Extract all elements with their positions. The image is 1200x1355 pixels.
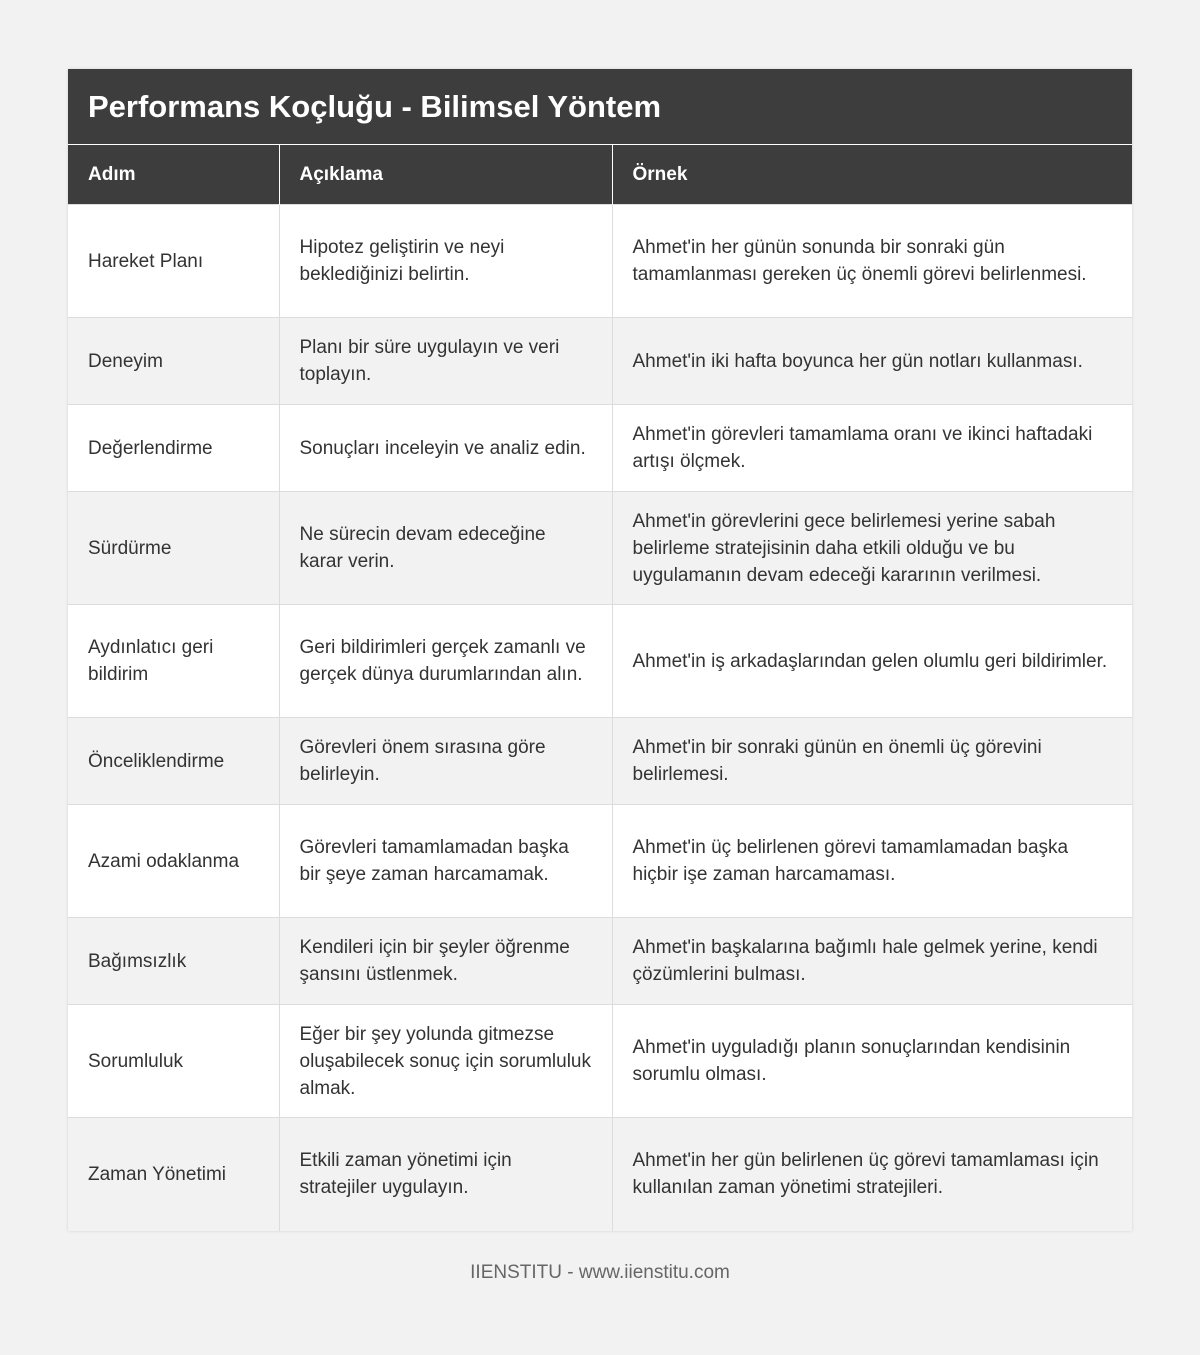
table-row xyxy=(68,492,1132,605)
description-cell: Eğer bir şey yolunda gitmezse oluşabilecek sonuç için sorumluluk almak. xyxy=(279,1005,612,1118)
step-cell: Deneyim xyxy=(68,318,279,405)
example-cell: Ahmet'in her günün sonunda bir sonraki gün tamamlanması gereken üç önemli görevi belirlenmesi. xyxy=(612,205,1132,318)
description-cell: Etkili zaman yönetimi için stratejiler uygulayın. xyxy=(279,1118,612,1231)
column-header-example: Örnek xyxy=(612,145,1132,205)
table-title: Performans Koçluğu - Bilimsel Yöntem xyxy=(68,69,1132,144)
footer-credit: IIENSTITU - www.iienstitu.com xyxy=(470,1262,730,1283)
description-cell: Sonuçları inceleyin ve analiz edin. xyxy=(279,405,612,492)
example-cell: Ahmet'in uyguladığı planın sonuçlarından kendisinin sorumlu olması. xyxy=(612,1005,1132,1118)
table-row xyxy=(68,1005,1132,1118)
step-cell: Bağımsızlık xyxy=(68,918,279,1005)
description-cell: Geri bildirimleri gerçek zamanlı ve gerçek dünya durumlarından alın. xyxy=(279,605,612,718)
table-row xyxy=(68,605,1132,718)
step-cell: Değerlendirme xyxy=(68,405,279,492)
header-row xyxy=(68,145,1132,205)
step-cell: Sürdürme xyxy=(68,492,279,605)
example-cell: Ahmet'in görevleri tamamlama oranı ve ikinci haftadaki artışı ölçmek. xyxy=(612,405,1132,492)
description-cell: Planı bir süre uygulayın ve veri toplayın. xyxy=(279,318,612,405)
description-cell: Görevleri tamamlamadan başka bir şeye zaman harcamamak. xyxy=(279,805,612,918)
step-cell: Aydınlatıcı geri bildirim xyxy=(68,605,279,718)
example-cell: Ahmet'in iki hafta boyunca her gün notları kullanması. xyxy=(612,318,1132,405)
step-cell: Zaman Yönetimi xyxy=(68,1118,279,1231)
example-cell: Ahmet'in bir sonraki günün en önemli üç görevini belirlemesi. xyxy=(612,718,1132,805)
steps-table xyxy=(68,144,1132,1231)
description-cell: Kendileri için bir şeyler öğrenme şansını üstlenmek. xyxy=(279,918,612,1005)
example-cell: Ahmet'in iş arkadaşlarından gelen olumlu geri bildirimler. xyxy=(612,605,1132,718)
table-row xyxy=(68,805,1132,918)
table-row xyxy=(68,718,1132,805)
table-row xyxy=(68,318,1132,405)
table-row xyxy=(68,918,1132,1005)
column-header-description: Açıklama xyxy=(279,145,612,205)
example-cell: Ahmet'in görevlerini gece belirlemesi yerine sabah belirleme stratejisinin daha etkili olduğu ve bu uygulamanın devam edeceği kararının verilmesi. xyxy=(612,492,1132,605)
table-row xyxy=(68,405,1132,492)
description-cell: Ne sürecin devam edeceğine karar verin. xyxy=(279,492,612,605)
step-cell: Hareket Planı xyxy=(68,205,279,318)
description-cell: Hipotez geliştirin ve neyi beklediğinizi belirtin. xyxy=(279,205,612,318)
table-row xyxy=(68,205,1132,318)
example-cell: Ahmet'in üç belirlenen görevi tamamlamadan başka hiçbir işe zaman harcamaması. xyxy=(612,805,1132,918)
example-cell: Ahmet'in her gün belirlenen üç görevi tamamlaması için kullanılan zaman yönetimi stratejileri. xyxy=(612,1118,1132,1231)
step-cell: Önceliklendirme xyxy=(68,718,279,805)
step-cell: Azami odaklanma xyxy=(68,805,279,918)
table-row xyxy=(68,1118,1132,1231)
description-cell: Görevleri önem sırasına göre belirleyin. xyxy=(279,718,612,805)
column-header-step: Adım xyxy=(68,145,279,205)
step-cell: Sorumluluk xyxy=(68,1005,279,1118)
table-card xyxy=(68,69,1132,1231)
example-cell: Ahmet'in başkalarına bağımlı hale gelmek yerine, kendi çözümlerini bulması. xyxy=(612,918,1132,1005)
